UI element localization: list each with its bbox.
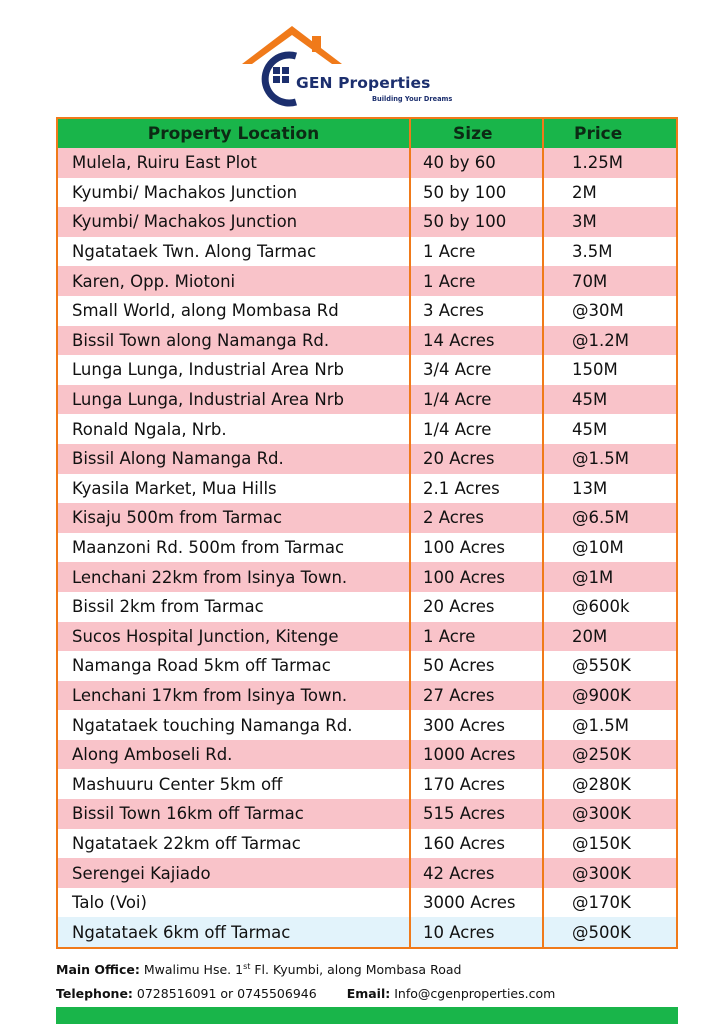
cell-location: Mashuuru Center 5km off — [72, 774, 283, 794]
table-row — [58, 769, 676, 799]
cell-price: @150K — [542, 829, 676, 859]
table-row — [58, 355, 676, 385]
cell-location: Along Amboseli Rd. — [72, 745, 233, 765]
table-row — [58, 207, 676, 237]
cell-location: Maanzoni Rd. 500m from Tarmac — [72, 538, 345, 558]
cell-location: Kyumbi/ Machakos Junction — [72, 212, 298, 232]
house-logo-icon — [240, 22, 360, 112]
cell-size: 1000 Acres — [409, 740, 542, 770]
cell-price: 3.5M — [542, 237, 676, 267]
cell-price: @300K — [542, 799, 676, 829]
table-row — [58, 237, 676, 267]
cell-size: 50 by 100 — [409, 178, 542, 208]
cell-size: 1/4 Acre — [409, 385, 542, 415]
cell-location: Bissil Town 16km off Tarmac — [72, 804, 304, 824]
cell-size: 300 Acres — [409, 710, 542, 740]
cell-size: 1 Acre — [409, 266, 542, 296]
table-row — [58, 296, 676, 326]
cell-location: Bissil 2km from Tarmac — [72, 597, 264, 617]
table-row — [58, 888, 676, 918]
cell-size: 20 Acres — [409, 444, 542, 474]
cell-location: Ngatataek 22km off Tarmac — [72, 833, 301, 853]
header-price: Price — [542, 119, 676, 148]
email-label: Email: — [346, 986, 391, 1001]
cell-price: 150M — [542, 355, 676, 385]
cell-size: 100 Acres — [409, 533, 542, 563]
brand-name: GEN Properties — [296, 74, 431, 92]
cell-location: Serengei Kajiado — [72, 863, 211, 883]
cell-size: 3/4 Acre — [409, 355, 542, 385]
cell-size: 10 Acres — [409, 917, 542, 947]
cell-price: 3M — [542, 207, 676, 237]
cell-location: Lunga Lunga, Industrial Area Nrb — [72, 360, 344, 380]
cell-price: @600k — [542, 592, 676, 622]
cell-location: Kyasila Market, Mua Hills — [72, 478, 277, 498]
table-row — [58, 651, 676, 681]
cell-price: @1.5M — [542, 710, 676, 740]
cell-location: Bissil Along Namanga Rd. — [72, 449, 284, 469]
table-row — [58, 829, 676, 859]
cell-location: Lenchani 22km from Isinya Town. — [72, 567, 348, 587]
table-row — [58, 414, 676, 444]
table-row — [58, 148, 676, 178]
cell-size: 42 Acres — [409, 858, 542, 888]
office-sup: st — [243, 962, 251, 971]
cell-price: @900K — [542, 681, 676, 711]
table-row — [58, 917, 676, 947]
table-row — [58, 592, 676, 622]
header-size: Size — [409, 119, 542, 148]
contact-line — [56, 986, 555, 1001]
cell-price: @300K — [542, 858, 676, 888]
cell-price: @500K — [542, 917, 676, 947]
brand-tagline: Building Your Dreams — [372, 95, 453, 103]
cell-size: 3 Acres — [409, 296, 542, 326]
cell-location: Talo (Voi) — [72, 893, 147, 913]
cell-size: 40 by 60 — [409, 148, 542, 178]
cell-price: 45M — [542, 385, 676, 415]
cell-size: 50 by 100 — [409, 207, 542, 237]
cell-price: @30M — [542, 296, 676, 326]
main-office-line — [56, 962, 461, 977]
table-row — [58, 740, 676, 770]
table-row — [58, 858, 676, 888]
table-row — [58, 326, 676, 356]
cell-location: Namanga Road 5km off Tarmac — [72, 656, 331, 676]
email-text[interactable]: Info@cgenproperties.com — [394, 986, 556, 1001]
table-row — [58, 266, 676, 296]
cell-location: Sucos Hospital Junction, Kitenge — [72, 626, 339, 646]
cell-location: Ngatataek touching Namanga Rd. — [72, 715, 353, 735]
office-text: Mwalimu Hse. 1 — [143, 962, 244, 978]
cell-price: 2M — [542, 178, 676, 208]
header-location: Property Location — [147, 123, 320, 144]
property-table — [56, 117, 678, 949]
cell-price: @1.5M — [542, 444, 676, 474]
cell-price: @1M — [542, 562, 676, 592]
cell-location: Karen, Opp. Miotoni — [72, 271, 236, 291]
cell-size: 100 Acres — [409, 562, 542, 592]
cell-size: 1 Acre — [409, 237, 542, 267]
cell-price: @280K — [542, 769, 676, 799]
cell-location: Mulela, Ruiru East Plot — [72, 153, 257, 173]
cell-location: Kyumbi/ Machakos Junction — [72, 182, 298, 202]
cell-location: Lunga Lunga, Industrial Area Nrb — [72, 390, 344, 410]
company-logo — [240, 22, 480, 112]
cell-price: @10M — [542, 533, 676, 563]
cell-size: 3000 Acres — [409, 888, 542, 918]
cell-location: Kisaju 500m from Tarmac — [72, 508, 283, 528]
table-row — [58, 622, 676, 652]
cell-size: 2.1 Acres — [409, 474, 542, 504]
cell-size: 27 Acres — [409, 681, 542, 711]
table-row — [58, 681, 676, 711]
table-row — [58, 444, 676, 474]
cell-size: 20 Acres — [409, 592, 542, 622]
cell-size: 160 Acres — [409, 829, 542, 859]
table-body — [58, 148, 676, 947]
cell-price: @6.5M — [542, 503, 676, 533]
office-label: Main Office: — [56, 962, 140, 978]
cell-size: 2 Acres — [409, 503, 542, 533]
cell-location: Ngatataek 6km off Tarmac — [72, 922, 291, 942]
table-row — [58, 710, 676, 740]
table-row — [58, 503, 676, 533]
cell-price: @1.2M — [542, 326, 676, 356]
phone-label: Telephone: — [56, 986, 133, 1001]
table-row — [58, 385, 676, 415]
cell-location: Bissil Town along Namanga Rd. — [72, 330, 330, 350]
table-row — [58, 533, 676, 563]
footer-bar — [56, 1007, 678, 1024]
cell-price: 13M — [542, 474, 676, 504]
cell-size: 14 Acres — [409, 326, 542, 356]
office-text-2: Fl. Kyumbi, along Mombasa Road — [254, 962, 462, 978]
cell-size: 1/4 Acre — [409, 414, 542, 444]
cell-price: @170K — [542, 888, 676, 918]
cell-price: 20M — [542, 622, 676, 652]
table-row — [58, 178, 676, 208]
table-header — [58, 119, 676, 148]
cell-size: 1 Acre — [409, 622, 542, 652]
cell-location: Ronald Ngala, Nrb. — [72, 419, 227, 439]
cell-location: Ngatataek Twn. Along Tarmac — [72, 242, 317, 262]
cell-price: @250K — [542, 740, 676, 770]
cell-price: @550K — [542, 651, 676, 681]
table-row — [58, 474, 676, 504]
cell-size: 50 Acres — [409, 651, 542, 681]
phone-text: 0728516091 or 0745506946 — [136, 986, 317, 1001]
cell-location: Lenchani 17km from Isinya Town. — [72, 685, 348, 705]
cell-price: 70M — [542, 266, 676, 296]
cell-location: Small World, along Mombasa Rd — [72, 301, 339, 321]
table-row — [58, 562, 676, 592]
cell-price: 1.25M — [542, 148, 676, 178]
table-row — [58, 799, 676, 829]
cell-size: 170 Acres — [409, 769, 542, 799]
cell-price: 45M — [542, 414, 676, 444]
cell-size: 515 Acres — [409, 799, 542, 829]
